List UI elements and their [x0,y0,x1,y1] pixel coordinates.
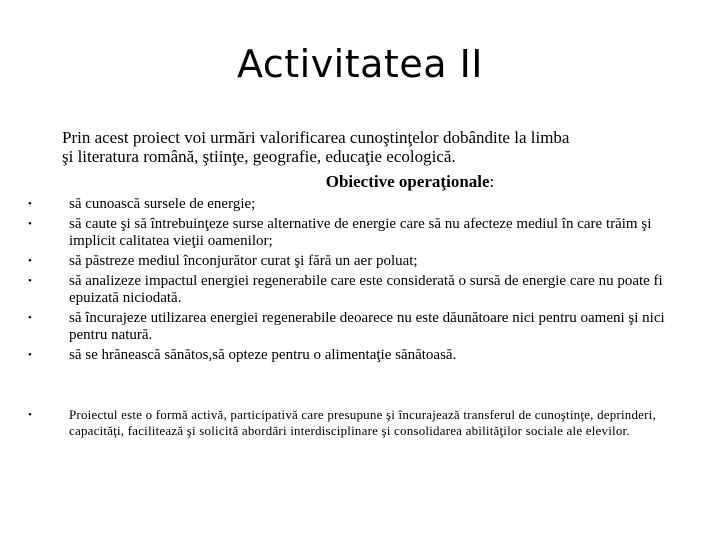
objective-text: să analizeze impactul energiei regenerabile care este considerată o sursă de energie care nu poate fi epuizată niciodată. [69,273,663,306]
bullet-icon: • [28,312,32,324]
final-paragraph [0,407,720,439]
objectives-heading-suffix: : [489,172,495,191]
objectives-heading [0,172,720,192]
slide-title: Activitatea II [237,42,483,86]
final-paragraph-text: Proiectul este o formă activă, participativă care presupune şi încurajează transferul de cunoştinţe, deprinderi, capacităţi, facilitează şi solicită abordări interdisciplinare şi consolidarea abilităţilor sociale ale elevilor. [69,407,656,438]
list-item [0,273,679,307]
bullet-icon: • [28,349,32,361]
intro-line-1: Prin acest proiect voi urmări valorificarea cunoştinţelor dobândite la limba [62,128,570,147]
objectives-heading-bold: Obiective operaţionale [325,172,490,191]
objective-text: să încurajeze utilizarea energiei regenerabile deoarece nu este dăunătoare nici pentru oameni şi nici pentru natură. [69,310,665,343]
objectives-list [0,196,720,366]
list-item [0,310,679,344]
objective-text: să cunoască sursele de energie; [69,196,256,212]
bullet-icon: • [28,198,32,210]
intro-paragraph [46,128,706,166]
list-item [0,253,679,270]
bullet-icon: • [28,255,32,267]
list-item [0,216,679,250]
bullet-icon: • [28,275,32,287]
list-item [0,196,679,213]
objective-text: să păstreze mediul înconjurător curat şi fără un aer poluat; [69,253,418,269]
bullet-icon: • [28,409,32,421]
list-item [0,347,679,364]
objective-text: să caute şi să întrebuinţeze surse alternative de energie care să nu afecteze mediul în care trăim şi implicit calitatea vieţii oamenilor; [69,216,652,249]
intro-line-2: şi literatura română, ştiinţe, geografie, educaţie ecologică. [62,147,456,166]
objective-text: să se hrănească sănătos,să opteze pentru o alimentaţie sănătoasă. [69,347,457,363]
bullet-icon: • [28,218,32,230]
